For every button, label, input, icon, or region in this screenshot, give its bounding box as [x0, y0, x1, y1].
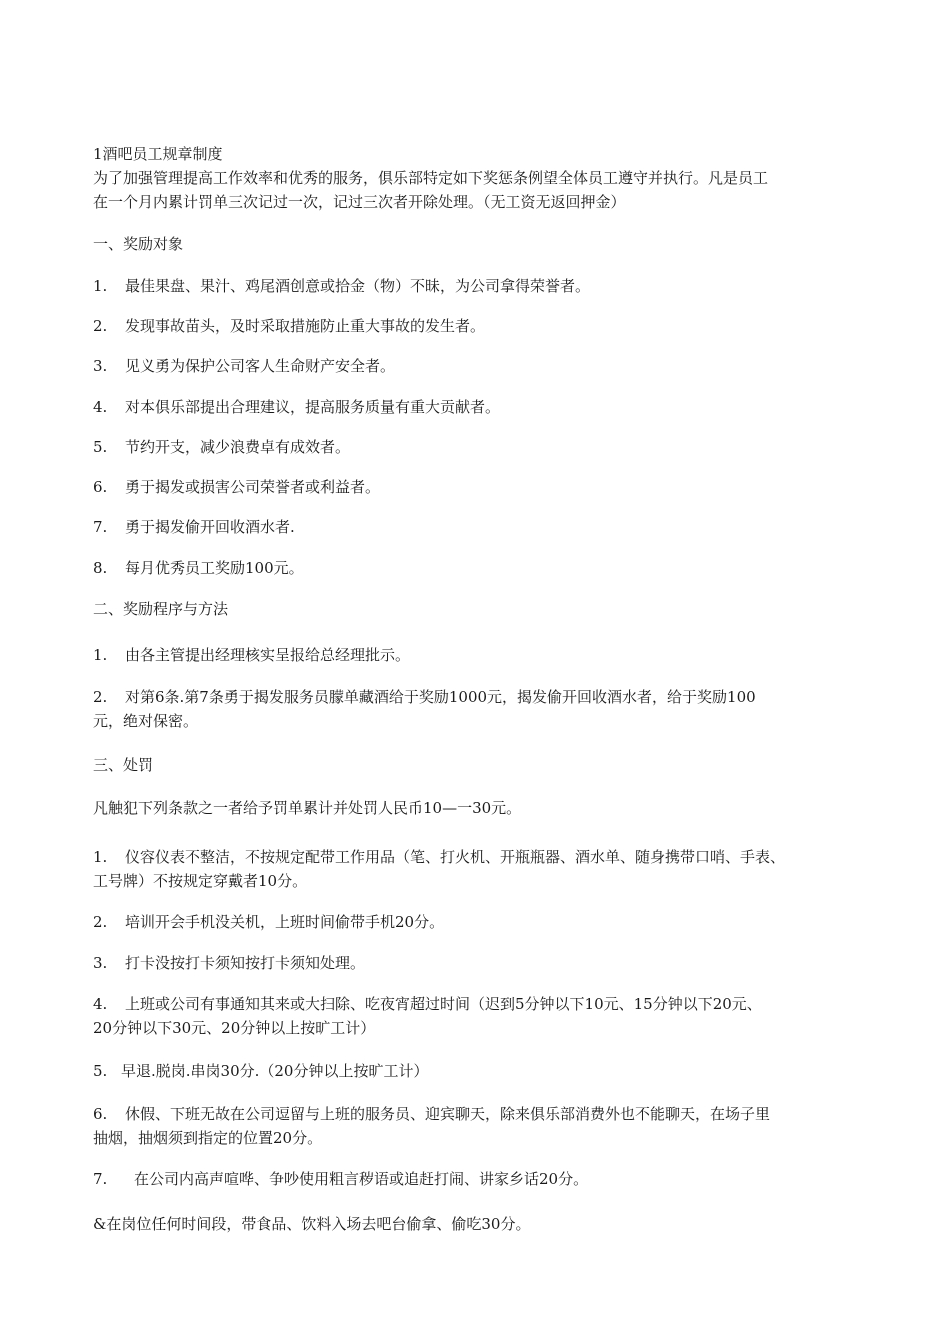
section3-item-continuation: 抽烟，抽烟须到指定的位置20分。	[93, 1129, 323, 1147]
item-text: 打卡没按打卡须知按打卡须知处理。	[125, 954, 366, 972]
item-number: 8.	[93, 559, 108, 577]
section3-trailing-note: &在岗位任何时间段，带食品、饮料入场去吧台偷拿、偷吃30分。	[93, 1215, 531, 1233]
item-number: 5.	[93, 1062, 108, 1080]
item-number: 4.	[93, 398, 108, 416]
item-text: 发现事故苗头，及时采取措施防止重大事故的发生者。	[125, 317, 486, 335]
item-text: 对本俱乐部提出合理建议，提高服务质量有重大贡献者。	[125, 398, 501, 416]
section3-item-continuation: 20分钟以下30元、20分钟以上按旷工计）	[93, 1019, 376, 1037]
section1-heading: 一、奖励对象	[93, 235, 184, 253]
item-text: 培训开会手机没关机，上班时间偷带手机20分。	[125, 913, 445, 931]
item-number: 1.	[93, 277, 108, 295]
section3-lead: 凡触犯下列条款之一者给予罚单累计并处罚人民币10—一30元。	[93, 799, 522, 817]
item-text: 勇于揭发偷开回收酒水者.	[125, 518, 295, 536]
section3-item	[93, 951, 868, 975]
section2-item	[93, 685, 868, 709]
item-text: 仪容仪表不整洁，不按规定配带工作用品（笔、打火机、开瓶瓶器、酒水单、随身携带口哨、手表、	[125, 848, 786, 866]
section1-item	[93, 274, 868, 298]
section3-item-continuation: 工号牌）不按规定穿戴者10分。	[93, 872, 308, 890]
item-text: 早退.脱岗.串岗30分.（20分钟以上按旷工计）	[121, 1062, 429, 1080]
item-number: 7.	[93, 518, 108, 536]
section1-item	[93, 556, 868, 580]
section3-item	[93, 992, 868, 1016]
section3-item	[93, 845, 868, 869]
section1-item	[93, 435, 868, 459]
section2-item	[93, 643, 868, 667]
section2-item-continuation: 元，绝对保密。	[93, 712, 199, 730]
section1-item	[93, 515, 868, 539]
item-text: 休假、下班无故在公司逗留与上班的服务员、迎宾聊天，除来俱乐部消费外也不能聊天，在场子里	[125, 1105, 771, 1123]
document-title: 1酒吧员工规章制度	[93, 145, 223, 163]
item-text: 由各主管提出经理核实呈报给总经理批示。	[125, 646, 411, 664]
item-text: 上班或公司有事通知其来或大扫除、吃夜宵超过时间（迟到5分钟以下10元、15分钟以下20元、	[125, 995, 762, 1013]
section1-item	[93, 354, 868, 378]
item-text: 在公司内高声喧哗、争吵使用粗言秽语或追赶打闹、讲家乡话20分。	[134, 1170, 589, 1188]
item-text: 见义勇为保护公司客人生命财产安全者。	[125, 357, 396, 375]
item-number: 3.	[93, 357, 108, 375]
item-number: 1.	[93, 646, 108, 664]
item-text: 最佳果盘、果汁、鸡尾酒创意或拾金（物）不昧，为公司拿得荣誉者。	[125, 277, 591, 295]
section3-item	[93, 1167, 868, 1191]
section3-heading: 三、处罚	[93, 756, 154, 774]
item-text: 对第6条.第7条勇于揭发服务员朦单藏酒给于奖励1000元，揭发偷开回收酒水者，给于奖励100	[125, 688, 756, 706]
item-number: 5.	[93, 438, 108, 456]
item-number: 2.	[93, 317, 108, 335]
item-number: 2.	[93, 688, 108, 706]
item-number: 6.	[93, 1105, 108, 1123]
section1-item	[93, 314, 868, 338]
item-number: 4.	[93, 995, 108, 1013]
intro-line-2: 在一个月内累计罚单三次记过一次，记过三次者开除处理。（无工资无返回押金）	[93, 193, 626, 211]
section3-item	[93, 1102, 868, 1126]
item-number: 1.	[93, 848, 108, 866]
item-number: 2.	[93, 913, 108, 931]
intro-line-1: 为了加强管理提高工作效率和优秀的服务，俱乐部特定如下奖惩条例望全体员工遵守并执行。凡是员工	[93, 169, 769, 187]
section3-item	[93, 910, 868, 934]
item-text: 每月优秀员工奖励100元。	[125, 559, 304, 577]
item-number: 6.	[93, 478, 108, 496]
section1-item	[93, 395, 868, 419]
section1-item	[93, 475, 868, 499]
section3-item	[93, 1059, 868, 1083]
item-text: 节约开支，减少浪费卓有成效者。	[125, 438, 351, 456]
item-number: 3.	[93, 954, 108, 972]
section2-heading: 二、奖励程序与方法	[93, 600, 229, 618]
item-text: 勇于揭发或损害公司荣誉者或利益者。	[125, 478, 381, 496]
item-number: 7.	[93, 1170, 108, 1188]
